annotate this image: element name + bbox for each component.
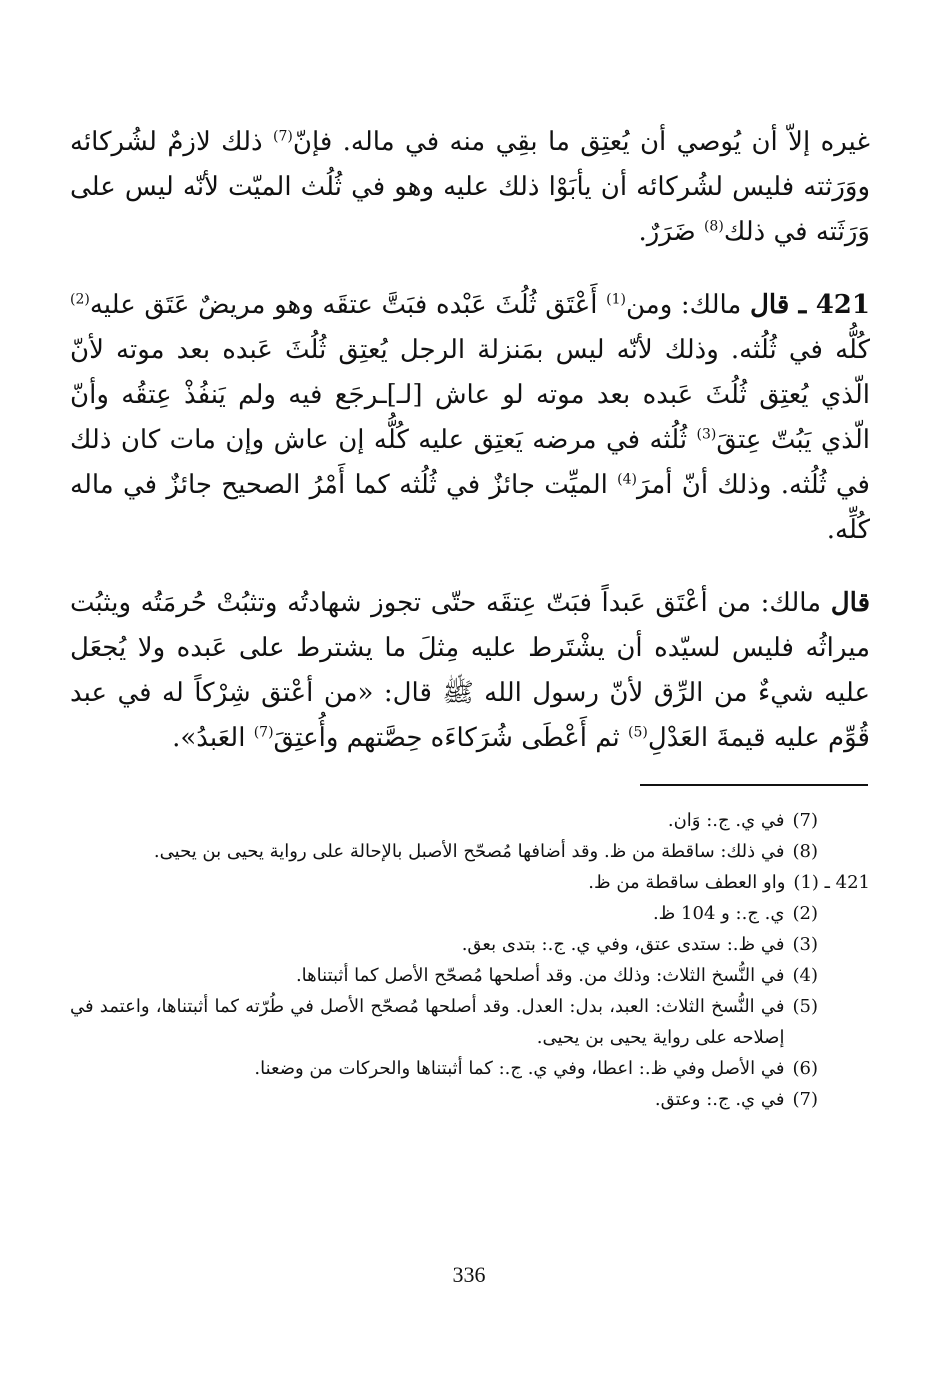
footnote <box>70 991 870 1053</box>
footnote-ref: (5) <box>628 724 648 741</box>
footnote-ref: (3) <box>696 426 717 443</box>
paragraph-text: كُلُّه في ثُلُثه. وذلك لأنّه ليس بمَنزلة الرجل يُعتِق ثُلُثَ عَبده بعد موته لأنّ الّذي يُعتِق ثُلُثَ عَبده بعد موته لو عاش [لـ]ـرجَع فيه ولم يَنفُذْ عِتقُه وأنّ الّذي يَبُتّ عِتقَ <box>70 335 871 455</box>
paragraph-text: مالك: من أعْتَق عَبداً فبَتّ عِتقَه حتّى تجوز شهادتُه وتثبُتْ حُرمَتُه ويثبُت ميراثُه فليس لسيّده أن يشْتَرط عليه مِثلَ ما يشترط على عَبده ولا يُجعَل عليه شيءٌ من الرِّق لأنّ رسول الله ﷺ قال: «من أعْتق شِرْكاً له في عبد قُوِّم عليه قيمةَ العَدْلِ <box>70 588 870 753</box>
footnote-text: في ذلك: ساقطة من ظ. وقد أضافها مُصحّح الأصبل بالإحالة على رواية يحيى بن يحيى. <box>153 841 785 862</box>
footnote-ref: (4) <box>617 471 638 488</box>
paragraph-lead: 421 ـ قال <box>750 290 870 320</box>
footnote-label: (7) <box>792 810 818 831</box>
paragraph-text: مالك: ومن <box>626 290 750 320</box>
paragraph-text: غيره إلاّ أن يُوصي أن يُعتِق ما بقِي منه في ماله. فإنّ <box>292 127 871 157</box>
paragraph-text: ضَرَرٌ. <box>638 217 704 247</box>
footnote <box>70 1053 870 1084</box>
paragraph-text: الميِّت جائزٌ في ثُلُثه كما أَمْرُ الصحيح جائزٌ في ماله كُلِّه. <box>70 470 870 545</box>
footnote-label: (8) <box>792 841 818 862</box>
page-number: 336 <box>452 1262 486 1287</box>
footnote-ref: (8) <box>703 218 724 235</box>
footnote-text: في النُّسخ الثلاث: العبد، بدل: العدل. وقد أصلحها مُصحّح الأصل في طُرّته كما أثبتناها، واعتمد في إصلاحه على رواية يحيى بن يحيى. <box>70 996 785 1048</box>
paragraph-text: ذلك لازمٌ لشُركائه ووَرَثته فليس لشُركائه أن يأبَوْا ذلك عليه وهو في ثُلُث الميّت لأنّه ليس على وَرَثَته في ذلك <box>70 127 870 247</box>
footnotes <box>70 805 870 1115</box>
footnote-text: في النُّسخ الثلاث: وذلك من. وقد أصلحها مُصحّح الأصل كما أثبتناها. <box>295 965 785 986</box>
footnote-label: (2) <box>792 903 818 924</box>
footnote-label: 421 ـ (1) <box>793 872 870 893</box>
footnote-text: في ي. ج.: وعتق. <box>654 1089 785 1110</box>
footnote <box>70 929 870 960</box>
paragraph-text: ثُلُثه في مرضه يَعتِق عليه كُلُّه إن عاش وإن مات كان ذلك في ثُلُثه. وذلك أنّ أمرَ <box>70 425 870 500</box>
footnote-label: (7) <box>792 1089 818 1110</box>
paragraph <box>70 120 870 255</box>
paragraph-text: العَبدُ». <box>172 723 254 753</box>
paragraph-text: ثم أَعْطَى شُرَكاءَه حِصَّتهم وأُعتِقَ <box>273 723 628 753</box>
footnote-label: (3) <box>792 934 818 955</box>
footnote-label: (6) <box>792 1058 818 1079</box>
paragraph-lead: قال <box>830 588 870 618</box>
footnote <box>70 898 870 929</box>
footnote-ref: (1) <box>606 291 626 308</box>
footnote-text: واو العطف ساقطة من ظ. <box>588 872 786 893</box>
footnote <box>70 867 870 898</box>
footnote-text: ي. ج.: و 104 ظ. <box>652 903 785 924</box>
footnote-label: (5) <box>792 996 818 1017</box>
footnote-text: في الأصل وفي ظ.: اعطا، وفي ي. ج.: كما أثبتناها والحركات من وضعنا. <box>254 1058 785 1079</box>
footnote-ref: (7) <box>272 128 293 145</box>
footnote-text: في ي. ج.: وَان. <box>667 810 785 831</box>
paragraph-text: أَعْتَق ثُلُثَ عَبْده فبَتَّ عتقَه وهو مريضٌ عَتَق عليه <box>89 290 607 320</box>
footnote <box>70 836 870 867</box>
footnote-divider <box>640 784 868 786</box>
footnote-ref: (2) <box>70 291 90 308</box>
footnote <box>70 805 870 836</box>
main-text <box>70 120 870 789</box>
paragraph <box>70 283 870 553</box>
paragraph <box>70 581 870 761</box>
footnote <box>70 1084 870 1115</box>
footnote-label: (4) <box>792 965 818 986</box>
footnote-ref: (7) <box>253 724 274 741</box>
footnote <box>70 960 870 991</box>
footnote-text: في ظ.: ستدى عتق، وفي ي. ج.: بتدى بعق. <box>461 934 785 955</box>
